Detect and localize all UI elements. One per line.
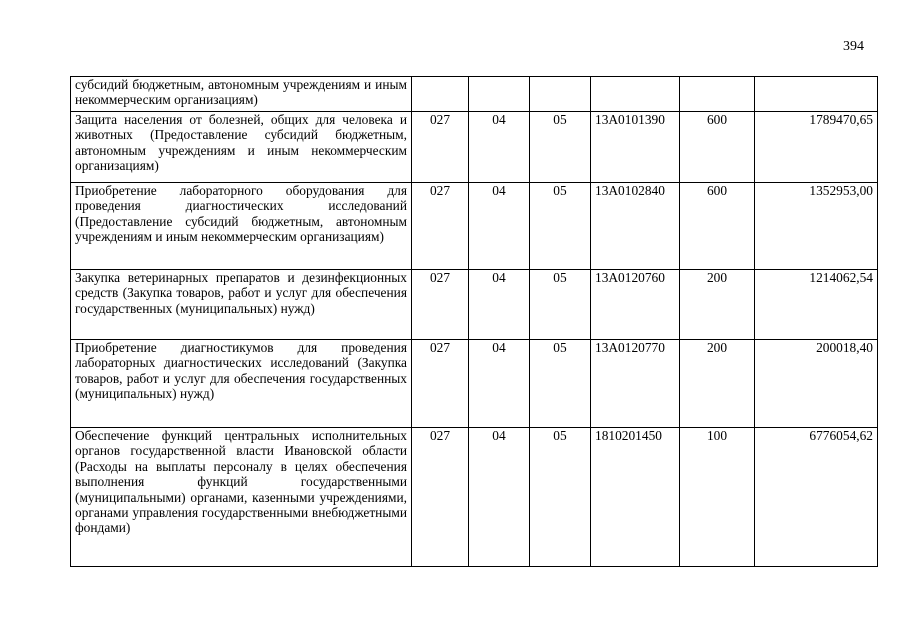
target-article-code: 13А0101390 xyxy=(591,112,680,183)
amount: 1352953,00 xyxy=(755,183,878,270)
table-row xyxy=(71,77,878,112)
grbs-code: 027 xyxy=(412,270,469,340)
subsection-code: 05 xyxy=(530,270,591,340)
row-description: субсидий бюджетным, автономным учреждениям и иным некоммерческим организациям) xyxy=(71,77,412,112)
amount xyxy=(755,77,878,112)
row-description: Приобретение диагностикумов для проведения лабораторных диагностических исследований (Закупка товаров, работ и услуг для обеспечения государственных (муниципальных) нужд) xyxy=(71,340,412,428)
target-article-code: 13А0120770 xyxy=(591,340,680,428)
table-row xyxy=(71,340,878,428)
target-article-code xyxy=(591,77,680,112)
section-code: 04 xyxy=(469,270,530,340)
target-article-code: 13А0120760 xyxy=(591,270,680,340)
row-description: Приобретение лабораторного оборудования для проведения диагностических исследований (Предоставление субсидий бюджетным, автономным учреждениям и иным некоммерческим организациям) xyxy=(71,183,412,270)
subsection-code: 05 xyxy=(530,183,591,270)
table-row xyxy=(71,112,878,183)
expense-type-code xyxy=(680,77,755,112)
section-code xyxy=(469,77,530,112)
subsection-code xyxy=(530,77,591,112)
amount: 200018,40 xyxy=(755,340,878,428)
expense-type-code: 600 xyxy=(680,183,755,270)
section-code: 04 xyxy=(469,183,530,270)
subsection-code: 05 xyxy=(530,340,591,428)
section-code: 04 xyxy=(469,340,530,428)
expense-type-code: 200 xyxy=(680,340,755,428)
amount: 1214062,54 xyxy=(755,270,878,340)
row-description: Защита населения от болезней, общих для человека и животных (Предоставление субсидий бюджетным, автономным учреждениям и иным некоммерческим организациям) xyxy=(71,112,412,183)
grbs-code xyxy=(412,77,469,112)
subsection-code: 05 xyxy=(530,112,591,183)
table-row xyxy=(71,270,878,340)
page-number: 394 xyxy=(843,39,864,54)
grbs-code: 027 xyxy=(412,183,469,270)
table-row xyxy=(71,428,878,567)
target-article-code: 13А0102840 xyxy=(591,183,680,270)
expense-type-code: 600 xyxy=(680,112,755,183)
expense-type-code: 200 xyxy=(680,270,755,340)
grbs-code: 027 xyxy=(412,340,469,428)
row-description: Обеспечение функций центральных исполнительных органов государственной власти Ивановской области (Расходы на выплаты персоналу в целях обеспечения выполнения функций государственными (муниципальными) органами, казенными учреждениями, органами управления государственными внебюджетными фондами) xyxy=(71,428,412,567)
row-description: Закупка ветеринарных препаратов и дезинфекционных средств (Закупка товаров, работ и услуг для обеспечения государственных (муниципальных) нужд) xyxy=(71,270,412,340)
section-code: 04 xyxy=(469,112,530,183)
table-row xyxy=(71,183,878,270)
target-article-code: 1810201450 xyxy=(591,428,680,567)
grbs-code: 027 xyxy=(412,112,469,183)
expense-type-code: 100 xyxy=(680,428,755,567)
subsection-code: 05 xyxy=(530,428,591,567)
section-code: 04 xyxy=(469,428,530,567)
amount: 1789470,65 xyxy=(755,112,878,183)
amount: 6776054,62 xyxy=(755,428,878,567)
budget-table xyxy=(70,76,878,567)
grbs-code: 027 xyxy=(412,428,469,567)
